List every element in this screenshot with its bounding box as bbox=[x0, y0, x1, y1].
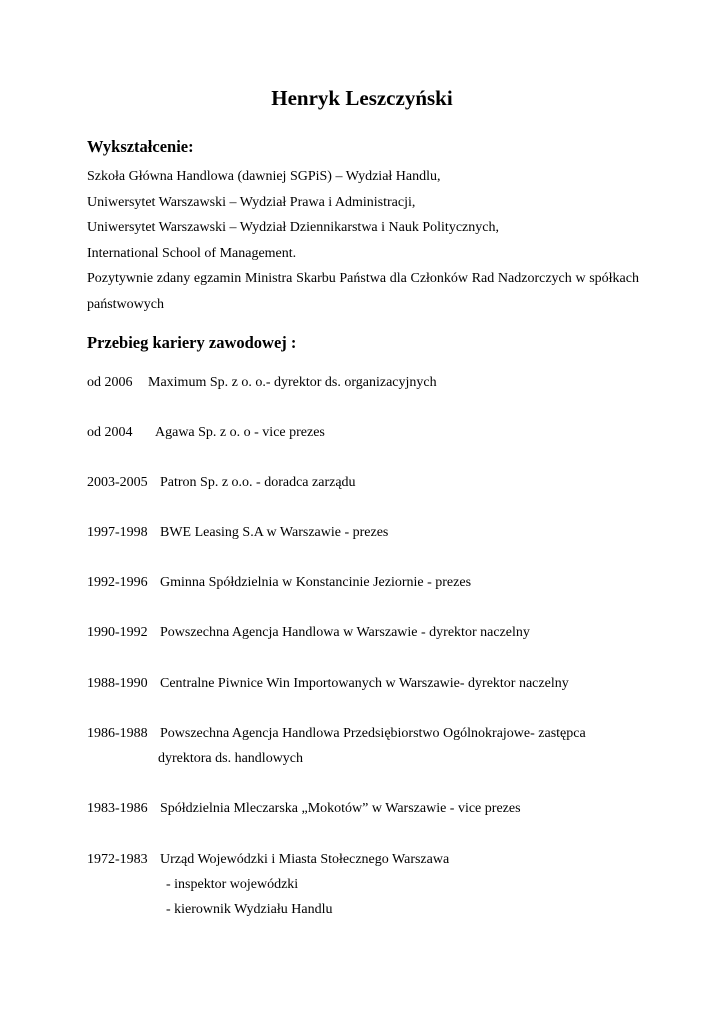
education-item: Szkoła Główna Handlowa (dawniej SGPiS) – Wydział Handlu, bbox=[87, 169, 441, 184]
education-list bbox=[87, 164, 639, 317]
career-heading: Przebieg kariery zawodowej : bbox=[87, 333, 297, 352]
career-entry bbox=[87, 470, 356, 496]
education-item: Uniwersytet Warszawski – Wydział Dziennikarstwa i Nauk Politycznych, bbox=[87, 220, 499, 235]
career-entry bbox=[87, 796, 521, 822]
career-description: Urząd Wojewódzki i Miasta Stołecznego Warszawa bbox=[160, 852, 450, 867]
career-entry bbox=[87, 420, 325, 446]
career-description: Maximum Sp. z o. o.- dyrektor ds. organizacyjnych bbox=[148, 375, 437, 390]
career-entry bbox=[87, 570, 471, 596]
career-description: BWE Leasing S.A w Warszawie - prezes bbox=[160, 525, 389, 540]
career-period: 1988-1990 bbox=[87, 676, 148, 691]
career-description: Agawa Sp. z o. o - vice prezes bbox=[155, 425, 325, 440]
career-entry bbox=[87, 847, 449, 873]
career-description-continuation: dyrektora ds. handlowych bbox=[158, 751, 304, 766]
career-description-continuation: - kierownik Wydziału Handlu bbox=[166, 902, 333, 917]
career-description: Spółdzielnia Mleczarska „Mokotów” w Warszawie - vice prezes bbox=[160, 801, 521, 816]
career-period: 1983-1986 bbox=[87, 801, 148, 816]
career-description-continuation: - inspektor wojewódzki bbox=[166, 877, 299, 892]
career-period: 1997-1998 bbox=[87, 525, 148, 540]
person-name: Henryk Leszczyński bbox=[271, 86, 453, 110]
career-description: Centralne Piwnice Win Importowanych w Warszawie- dyrektor naczelny bbox=[160, 676, 569, 691]
education-heading: Wykształcenie: bbox=[87, 137, 194, 156]
career-period: 1992-1996 bbox=[87, 575, 148, 590]
career-entry bbox=[87, 671, 569, 697]
career-description: Powszechna Agencja Handlowa Przedsiębiorstwo Ogólnokrajowe- zastępca bbox=[160, 726, 586, 741]
education-item: Pozytywnie zdany egzamin Ministra Skarbu Państwa dla Członków Rad Nadzorczych w spółkach państwowych bbox=[87, 271, 639, 312]
career-entry bbox=[87, 721, 586, 747]
career-entry bbox=[87, 520, 388, 546]
career-period: od 2006 bbox=[87, 375, 133, 390]
career-period: 2003-2005 bbox=[87, 475, 148, 490]
career-description: Gminna Spółdzielnia w Konstancinie Jeziornie - prezes bbox=[160, 575, 472, 590]
career-period: od 2004 bbox=[87, 425, 133, 440]
career-entry bbox=[87, 370, 437, 396]
career-description: Patron Sp. z o.o. - doradca zarządu bbox=[160, 475, 356, 490]
education-item: International School of Management. bbox=[87, 245, 297, 261]
career-entry bbox=[87, 620, 530, 646]
education-item: Uniwersytet Warszawski – Wydział Prawa i Administracji, bbox=[87, 194, 416, 210]
career-period: 1986-1988 bbox=[87, 726, 148, 741]
career-description: Powszechna Agencja Handlowa w Warszawie - dyrektor naczelny bbox=[160, 625, 530, 640]
career-period: 1990-1992 bbox=[87, 625, 148, 640]
career-period: 1972-1983 bbox=[87, 852, 148, 867]
